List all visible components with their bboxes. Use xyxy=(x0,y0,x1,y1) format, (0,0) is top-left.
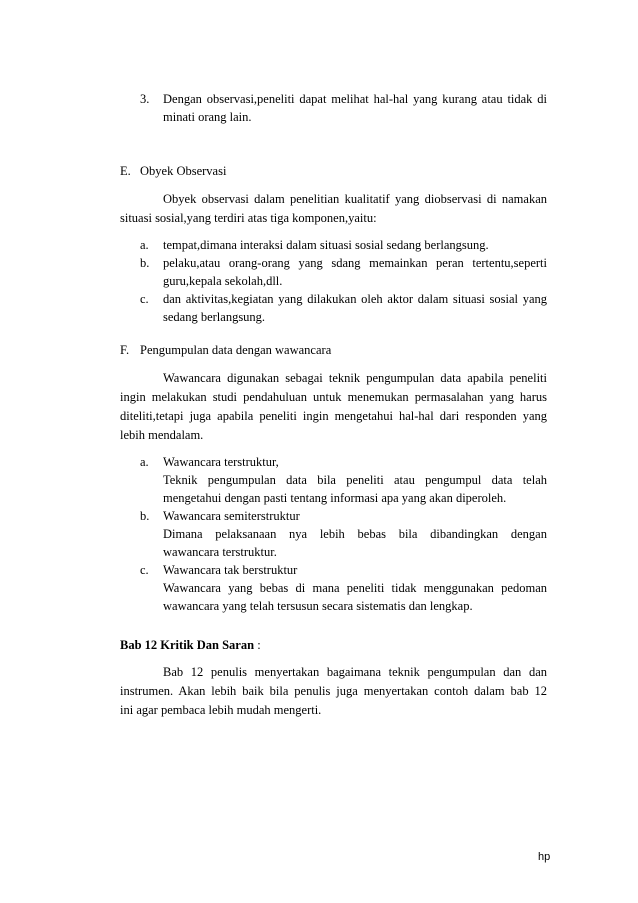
paragraph-line: situasi sosial,yang terdiri atas tiga komponen,yaitu: xyxy=(120,211,377,225)
bab-heading-colon: : xyxy=(254,638,261,652)
paragraph-line: Obyek observasi dalam penelitian kualitatif yang diobservasi di namakan xyxy=(163,192,547,206)
list-marker: 3. xyxy=(140,92,150,106)
page-footer: hp xyxy=(538,851,551,863)
list-item-text: wawancara terstruktur. xyxy=(163,545,277,559)
bab-heading xyxy=(120,638,261,653)
list-marker: a. xyxy=(140,238,149,252)
list-marker: a. xyxy=(140,455,149,469)
list-marker: c. xyxy=(140,563,149,577)
section-marker: F. xyxy=(120,343,130,357)
list-item-title: Wawancara semiterstruktur xyxy=(163,509,300,523)
paragraph-line: lebih mendalam. xyxy=(120,428,204,442)
list-item-text: Dengan observasi,peneliti dapat melihat hal-hal yang kurang atau tidak di xyxy=(163,92,547,106)
list-item-text: Wawancara yang bebas di mana peneliti tidak menggunakan pedoman xyxy=(163,581,547,595)
list-item-text: wawancara yang telah tersusun secara sistematis dan lengkap. xyxy=(163,599,473,613)
paragraph-line: Wawancara digunakan sebagai teknik pengumpulan data apabila peneliti xyxy=(163,371,547,385)
list-item-text: Teknik pengumpulan data bila peneliti atau pengumpul data telah xyxy=(163,473,547,487)
bab-heading-text: Bab 12 Kritik Dan Saran xyxy=(120,638,255,652)
paragraph-line: ini agar pembaca lebih mudah mengerti. xyxy=(120,703,322,717)
list-marker: b. xyxy=(140,256,150,270)
paragraph-line: ingin melakukan studi pendahuluan untuk menemukan permasalahan yang harus xyxy=(120,390,547,404)
list-marker: c. xyxy=(140,292,149,306)
list-item-text: minati orang lain. xyxy=(163,110,252,124)
section-title: Obyek Observasi xyxy=(140,164,227,178)
list-item-text: dan aktivitas,kegiatan yang dilakukan oleh aktor dalam situasi sosial yang xyxy=(163,292,547,306)
paragraph-line: Bab 12 penulis menyertakan bagaimana teknik pengumpulan dan dan xyxy=(163,665,547,679)
list-item-text: guru,kepala sekolah,dll. xyxy=(163,274,283,288)
list-item-text: mengetahui dengan pasti tentang informasi apa yang akan diperoleh. xyxy=(163,491,507,505)
list-item-title: Wawancara terstruktur, xyxy=(163,455,279,469)
list-item-text: Dimana pelaksanaan nya lebih bebas bila dibandingkan dengan xyxy=(163,527,547,541)
list-item-text: pelaku,atau orang-orang yang sdang memainkan peran tertentu,seperti xyxy=(163,256,547,270)
paragraph-line: instrumen. Akan lebih baik bila penulis juga menyertakan contoh dalam bab 12 xyxy=(120,684,547,698)
list-item-text: tempat,dimana interaksi dalam situasi sosial sedang berlangsung. xyxy=(163,238,489,252)
section-title: Pengumpulan data dengan wawancara xyxy=(140,343,332,357)
list-item-title: Wawancara tak berstruktur xyxy=(163,563,298,577)
section-marker: E. xyxy=(120,164,131,178)
list-marker: b. xyxy=(140,509,150,523)
list-item-text: sedang berlangsung. xyxy=(163,310,266,324)
paragraph-line: diteliti,tetapi juga apabila peneliti ingin mengetahui hal-hal dari responden yang xyxy=(120,409,547,423)
